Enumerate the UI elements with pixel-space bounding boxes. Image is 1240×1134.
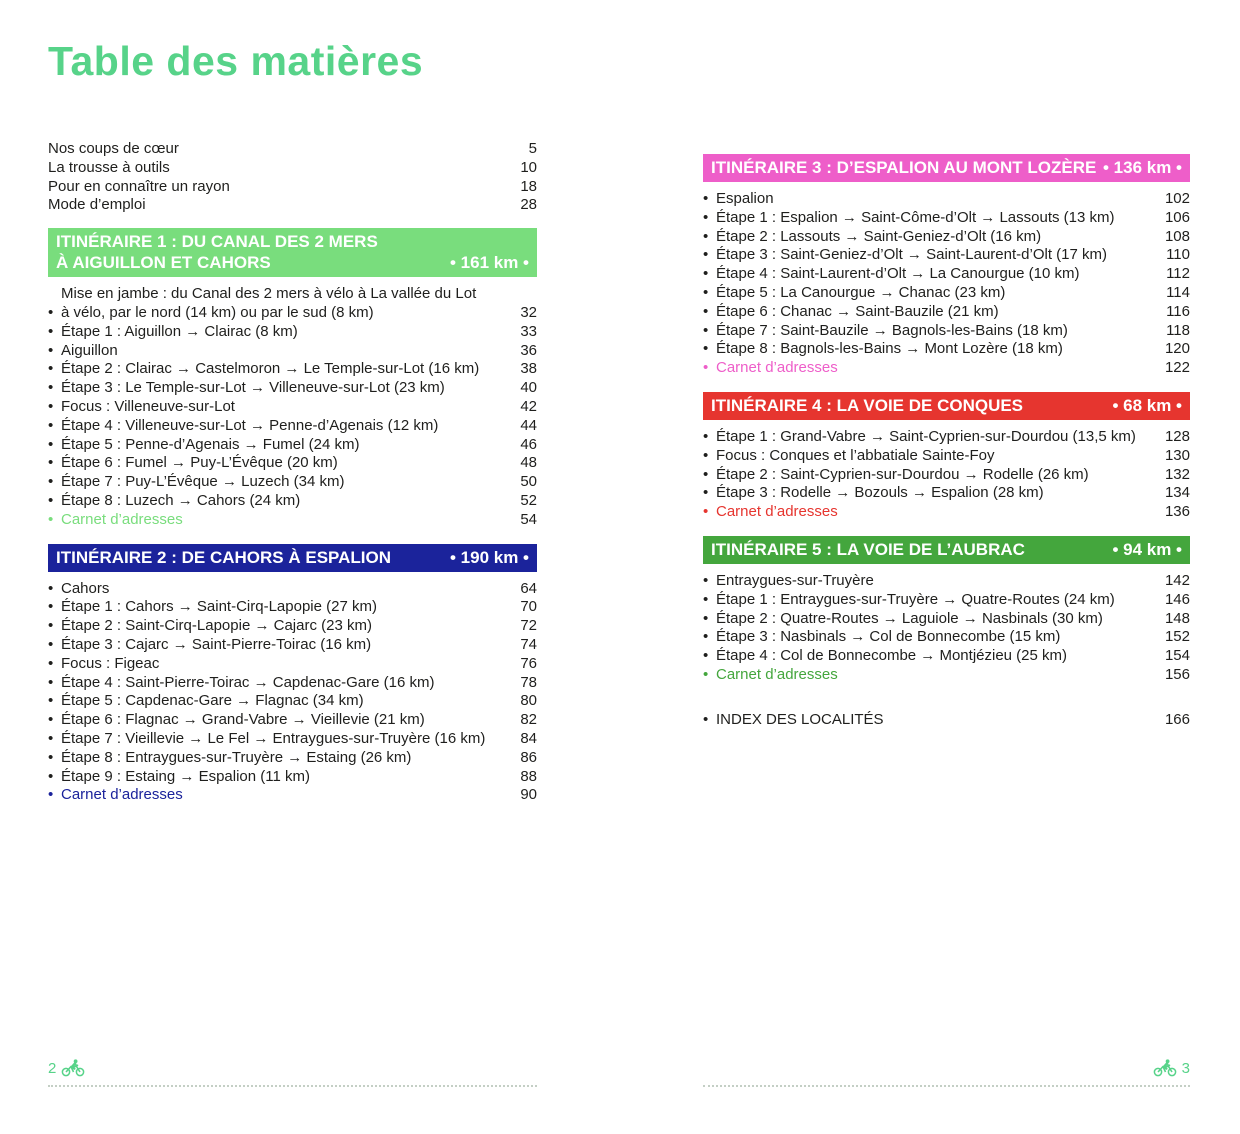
toc-item-page-number: 54 xyxy=(520,510,537,528)
toc-item xyxy=(48,749,537,768)
toc-item-label: Étape 3 : Le Temple-sur-Lot → Villeneuve-sur-Lot (23 km) xyxy=(61,379,445,397)
section-itineraire-1 xyxy=(48,228,537,529)
toc-item xyxy=(48,674,537,693)
bullet: • xyxy=(703,710,709,728)
toc-item-page-number: 40 xyxy=(520,379,537,397)
section-itineraire-2 xyxy=(48,544,537,806)
bullet: • xyxy=(48,786,54,804)
section-itineraire-5 xyxy=(703,536,1190,685)
section-title: ITINÉRAIRE 2 : DE CAHORS À ESPALION xyxy=(56,547,391,567)
intro-item xyxy=(48,178,537,197)
bullet: • xyxy=(48,397,54,415)
toc-item-label: Étape 5 : Penne-d’Agenais → Fumel (24 km) xyxy=(61,435,360,453)
toc-item-label: Espalion xyxy=(716,190,774,207)
toc-item xyxy=(48,492,537,511)
bullet: • xyxy=(48,579,54,597)
bullet: • xyxy=(703,590,709,608)
toc-item-label: Focus : Figeac xyxy=(61,654,160,672)
toc-item xyxy=(48,730,537,749)
bullet: • xyxy=(48,303,54,321)
toc-item xyxy=(703,610,1190,629)
toc-item-page-number: 10 xyxy=(520,158,537,176)
toc-item-label: Étape 3 : Cajarc → Saint-Pierre-Toirac (16 km) xyxy=(61,635,372,653)
toc-item-page-number: 106 xyxy=(1164,208,1190,226)
index-item xyxy=(703,711,1190,730)
section-header-itineraire-3 xyxy=(703,154,1190,182)
toc-item-page-number: 116 xyxy=(1166,302,1190,320)
bullet: • xyxy=(48,360,54,378)
bullet: • xyxy=(703,628,709,646)
toc-item xyxy=(48,379,537,398)
footer-rule-left xyxy=(48,1085,537,1087)
toc-item xyxy=(703,428,1190,447)
toc-item-label: Mise en jambe : du Canal des 2 mers à vélo à La vallée du Lot à vélo, par le nord (14 km) ou par le sud (8 km) xyxy=(61,285,477,321)
toc-item xyxy=(48,617,537,636)
toc-item-label: Focus : Conques et l’abbatiale Sainte-Foy xyxy=(716,446,995,464)
toc-item xyxy=(703,591,1190,610)
toc-item-label: Étape 2 : Saint-Cirq-Lapopie → Cajarc (23 km) xyxy=(61,617,372,635)
section-itineraire-4 xyxy=(703,392,1190,522)
toc-item-page-number: 132 xyxy=(1164,465,1190,483)
toc-item xyxy=(48,417,537,436)
bullet: • xyxy=(48,654,54,672)
toc-item-label: Étape 7 : Vieillevie → Le Fel → Entraygues-sur-Truyère (16 km) xyxy=(61,729,486,747)
toc-item-label: Carnet d’adresses xyxy=(61,786,183,804)
bullet: • xyxy=(703,609,709,627)
section-header-itineraire-5 xyxy=(703,536,1190,564)
section-title: À AIGUILLON ET CAHORS xyxy=(56,253,271,273)
toc-item xyxy=(703,322,1190,341)
toc-item-page-number: 42 xyxy=(520,397,537,415)
toc-item-label: Étape 6 : Chanac → Saint-Bauzile (21 km) xyxy=(716,302,999,320)
bullet: • xyxy=(48,711,54,729)
bullet: • xyxy=(703,246,709,264)
toc-item-label: Étape 2 : Clairac → Castelmoron → Le Temple-sur-Lot (16 km) xyxy=(61,360,480,378)
toc-item-label: Étape 5 : La Canourgue → Chanac (23 km) xyxy=(716,283,1006,301)
toc-item xyxy=(48,636,537,655)
toc-item-page-number: 36 xyxy=(520,341,537,359)
toc-item-label: Étape 2 : Quatre-Routes → Laguiole → Nasbinals (30 km) xyxy=(716,609,1103,627)
section-title: ITINÉRAIRE 3 : D’ESPALION AU MONT LOZÈRE xyxy=(711,158,1097,177)
toc-item xyxy=(703,190,1190,209)
toc-item xyxy=(48,711,537,730)
section-list xyxy=(703,190,1190,378)
bullet: • xyxy=(48,598,54,616)
toc-item-label: Étape 4 : Villeneuve-sur-Lot → Penne-d’Agenais (12 km) xyxy=(61,416,439,434)
toc-item-page-number: 148 xyxy=(1164,609,1190,627)
toc-item-page-number: 80 xyxy=(520,692,537,710)
toc-item-page-number: 74 xyxy=(520,635,537,653)
toc-item xyxy=(48,598,537,617)
toc-item xyxy=(703,447,1190,466)
toc-item-label: Cahors xyxy=(61,579,110,597)
right-column xyxy=(703,140,1190,730)
bullet: • xyxy=(703,283,709,301)
toc-item-page-number: 5 xyxy=(528,140,537,157)
toc-item-page-number: 130 xyxy=(1164,446,1190,464)
toc-item xyxy=(703,246,1190,265)
toc-item-page-number: 86 xyxy=(520,748,537,766)
toc-item-label: Carnet d’adresses xyxy=(61,510,183,528)
toc-item-page-number: 28 xyxy=(520,196,537,214)
section-list xyxy=(48,580,537,806)
toc-item-label: Étape 6 : Flagnac → Grand-Vabre → Vieillevie (21 km) xyxy=(61,711,425,729)
toc-item xyxy=(703,209,1190,228)
bullet: • xyxy=(48,635,54,653)
toc-item xyxy=(703,359,1190,378)
bullet: • xyxy=(703,321,709,339)
bullet: • xyxy=(48,673,54,691)
toc-item-page-number: 118 xyxy=(1166,321,1190,339)
section-list xyxy=(703,572,1190,685)
bullet: • xyxy=(703,340,709,358)
bullet: • xyxy=(48,729,54,747)
toc-item-label: Étape 3 : Saint-Geniez-d’Olt → Saint-Laurent-d’Olt (17 km) xyxy=(716,246,1107,264)
toc-item-page-number: 72 xyxy=(520,617,537,635)
bullet: • xyxy=(48,510,54,528)
toc-item-page-number: 84 xyxy=(520,729,537,747)
toc-item-page-number: 44 xyxy=(520,416,537,434)
toc-item-label: Étape 6 : Fumel → Puy-L’Évêque (20 km) xyxy=(61,454,338,472)
bullet: • xyxy=(703,190,709,207)
section-km-badge: • 68 km • xyxy=(1112,395,1182,415)
footer-left xyxy=(48,1059,85,1077)
cyclist-icon xyxy=(1153,1059,1177,1077)
bullet: • xyxy=(703,571,709,589)
toc-item-page-number: 64 xyxy=(520,579,537,597)
section-header-itineraire-2 xyxy=(48,544,537,572)
bullet: • xyxy=(703,427,709,445)
toc-item-page-number: 112 xyxy=(1166,265,1190,283)
bullet: • xyxy=(703,446,709,464)
toc-item xyxy=(48,342,537,361)
toc-item xyxy=(48,473,537,492)
page-number-left: 2 xyxy=(48,1059,57,1077)
toc-item-page-number: 128 xyxy=(1164,427,1190,445)
toc-item-page-number: 52 xyxy=(520,491,537,509)
toc-item-page-number: 142 xyxy=(1164,571,1190,589)
intro-item xyxy=(48,140,537,159)
toc-item-page-number: 120 xyxy=(1164,340,1190,358)
intro-item xyxy=(48,159,537,178)
toc-item xyxy=(48,692,537,711)
toc-item-label: Carnet d’adresses xyxy=(716,359,838,377)
index-page-number: 166 xyxy=(1164,710,1190,728)
intro-list xyxy=(48,140,537,215)
toc-item-page-number: 76 xyxy=(520,654,537,672)
toc-item-label: Étape 5 : Capdenac-Gare → Flagnac (34 km) xyxy=(61,692,364,710)
toc-item xyxy=(48,786,537,805)
toc-item-label: Étape 4 : Saint-Pierre-Toirac → Capdenac-Gare (16 km) xyxy=(61,673,435,691)
bullet: • xyxy=(48,322,54,340)
toc-item-label: Étape 4 : Col de Bonnecombe → Montjézieu (25 km) xyxy=(716,647,1068,665)
toc-item-page-number: 46 xyxy=(520,435,537,453)
bullet: • xyxy=(703,503,709,521)
toc-item-label: Étape 4 : Saint-Laurent-d’Olt → La Canourgue (10 km) xyxy=(716,265,1080,283)
toc-item-page-number: 32 xyxy=(520,303,537,321)
section-list xyxy=(703,428,1190,522)
toc-item xyxy=(703,228,1190,247)
page-title: Table des matières xyxy=(48,38,424,84)
toc-item-label: Étape 1 : Aiguillon → Clairac (8 km) xyxy=(61,322,298,340)
toc-item-page-number: 136 xyxy=(1164,503,1190,521)
toc-item-page-number: 48 xyxy=(520,454,537,472)
toc-item-label: Entraygues-sur-Truyère xyxy=(716,571,874,589)
toc-item xyxy=(703,265,1190,284)
bullet: • xyxy=(48,435,54,453)
bullet: • xyxy=(48,617,54,635)
toc-item-page-number: 134 xyxy=(1164,484,1190,502)
toc-item-page-number: 33 xyxy=(520,322,537,340)
toc-item-page-number: 122 xyxy=(1164,359,1190,377)
toc-item-label: Carnet d’adresses xyxy=(716,503,838,521)
section-km-badge: • 190 km • xyxy=(449,547,529,567)
toc-item xyxy=(703,340,1190,359)
footer-right xyxy=(703,1059,1190,1077)
toc-item-page-number: 108 xyxy=(1164,227,1190,245)
toc-item xyxy=(48,580,537,599)
toc-item-label: Étape 1 : Cahors → Saint-Cirq-Lapopie (27 km) xyxy=(61,598,377,616)
section-title: ITINÉRAIRE 4 : LA VOIE DE CONQUES xyxy=(711,395,1024,415)
toc-item-label: Aiguillon xyxy=(61,341,118,359)
toc-item xyxy=(703,284,1190,303)
bullet: • xyxy=(703,484,709,502)
toc-item xyxy=(48,285,537,323)
bullet: • xyxy=(703,208,709,226)
toc-item-page-number: 78 xyxy=(520,673,537,691)
toc-item xyxy=(48,511,537,530)
page-number-right: 3 xyxy=(1181,1059,1190,1077)
bullet: • xyxy=(48,748,54,766)
bullet: • xyxy=(703,227,709,245)
section-title: ITINÉRAIRE 5 : LA VOIE DE L’AUBRAC xyxy=(711,539,1025,559)
toc-item-label: Étape 2 : Lassouts → Saint-Geniez-d’Olt (16 km) xyxy=(716,227,1042,245)
section-header-itineraire-4 xyxy=(703,392,1190,420)
bullet: • xyxy=(703,647,709,665)
toc-item xyxy=(48,398,537,417)
toc-item-label: Étape 8 : Luzech → Cahors (24 km) xyxy=(61,491,301,509)
bullet: • xyxy=(703,359,709,377)
toc-item-page-number: 50 xyxy=(520,473,537,491)
index-label: INDEX DES LOCALITÉS xyxy=(716,710,884,728)
toc-item-label: Nos coups de cœur xyxy=(48,140,179,157)
bullet: • xyxy=(48,767,54,785)
toc-item xyxy=(48,768,537,787)
toc-item xyxy=(703,484,1190,503)
toc-item-page-number: 102 xyxy=(1164,190,1190,207)
bullet: • xyxy=(703,265,709,283)
toc-item-label: Étape 3 : Rodelle → Bozouls → Espalion (28 km) xyxy=(716,484,1044,502)
toc-item xyxy=(48,454,537,473)
toc-item-page-number: 82 xyxy=(520,711,537,729)
bullet: • xyxy=(48,692,54,710)
section-km-badge: • 136 km • xyxy=(1102,158,1182,177)
toc-item xyxy=(703,666,1190,685)
toc-item xyxy=(703,503,1190,522)
bullet: • xyxy=(703,465,709,483)
intro-item xyxy=(48,196,537,215)
section-itineraire-3 xyxy=(703,154,1190,378)
toc-item xyxy=(703,628,1190,647)
toc-item-label: La trousse à outils xyxy=(48,158,170,176)
toc-item xyxy=(48,360,537,379)
toc-item-label: Carnet d’adresses xyxy=(716,665,838,683)
toc-item-label: Étape 8 : Entraygues-sur-Truyère → Estaing (26 km) xyxy=(61,748,412,766)
toc-item-label: Étape 1 : Grand-Vabre → Saint-Cyprien-sur-Dourdou (13,5 km) xyxy=(716,427,1136,445)
toc-item-label: Étape 7 : Saint-Bauzile → Bagnols-les-Bains (18 km) xyxy=(716,321,1068,339)
toc-item-label: Étape 1 : Entraygues-sur-Truyère → Quatre-Routes (24 km) xyxy=(716,590,1115,608)
toc-item-label: Étape 3 : Nasbinals → Col de Bonnecombe (15 km) xyxy=(716,628,1061,646)
toc-item xyxy=(703,647,1190,666)
bullet: • xyxy=(48,454,54,472)
section-km-badge: • 161 km • xyxy=(449,253,529,273)
toc-item-label: Étape 2 : Saint-Cyprien-sur-Dourdou → Rodelle (26 km) xyxy=(716,465,1089,483)
toc-item-page-number: 90 xyxy=(520,786,537,804)
toc-item xyxy=(48,323,537,342)
toc-item-page-number: 146 xyxy=(1164,590,1190,608)
bullet: • xyxy=(703,665,709,683)
toc-item-page-number: 152 xyxy=(1164,628,1190,646)
toc-item-page-number: 38 xyxy=(520,360,537,378)
toc-item-page-number: 114 xyxy=(1166,283,1190,301)
toc-item xyxy=(48,436,537,455)
toc-item xyxy=(703,303,1190,322)
right-sections xyxy=(703,154,1190,685)
toc-item-label: Étape 7 : Puy-L’Évêque → Luzech (34 km) xyxy=(61,473,345,491)
toc-item-page-number: 70 xyxy=(520,598,537,616)
toc-item xyxy=(703,466,1190,485)
toc-item-page-number: 156 xyxy=(1164,665,1190,683)
section-header-itineraire-1 xyxy=(48,228,537,277)
left-sections xyxy=(48,228,537,805)
bullet: • xyxy=(703,302,709,320)
toc-item-label: Étape 1 : Espalion → Saint-Côme-d’Olt → Lassouts (13 km) xyxy=(716,208,1115,226)
toc-item xyxy=(48,655,537,674)
toc-item-label: Focus : Villeneuve-sur-Lot xyxy=(61,397,235,415)
section-km-badge: • 94 km • xyxy=(1112,539,1182,559)
section-title-line1: ITINÉRAIRE 1 : DU CANAL DES 2 MERS xyxy=(56,232,378,252)
toc-item-page-number: 18 xyxy=(520,177,537,195)
toc-item-label: Mode d’emploi xyxy=(48,196,146,214)
toc-item-page-number: 110 xyxy=(1166,246,1190,264)
bullet: • xyxy=(48,379,54,397)
toc-item-label: Pour en connaître un rayon xyxy=(48,177,230,195)
toc-item-label: Étape 8 : Bagnols-les-Bains → Mont Lozère (18 km) xyxy=(716,340,1063,358)
toc-item xyxy=(703,572,1190,591)
footer-rule-right xyxy=(703,1085,1190,1087)
bullet: • xyxy=(48,341,54,359)
cyclist-icon xyxy=(61,1059,85,1077)
bullet: • xyxy=(48,491,54,509)
bullet: • xyxy=(48,473,54,491)
toc-item-label: Étape 9 : Estaing → Espalion (11 km) xyxy=(61,767,311,785)
toc-item-page-number: 154 xyxy=(1164,647,1190,665)
toc-item-page-number: 88 xyxy=(520,767,537,785)
bullet: • xyxy=(48,416,54,434)
left-column xyxy=(48,0,537,805)
section-list xyxy=(48,285,537,529)
